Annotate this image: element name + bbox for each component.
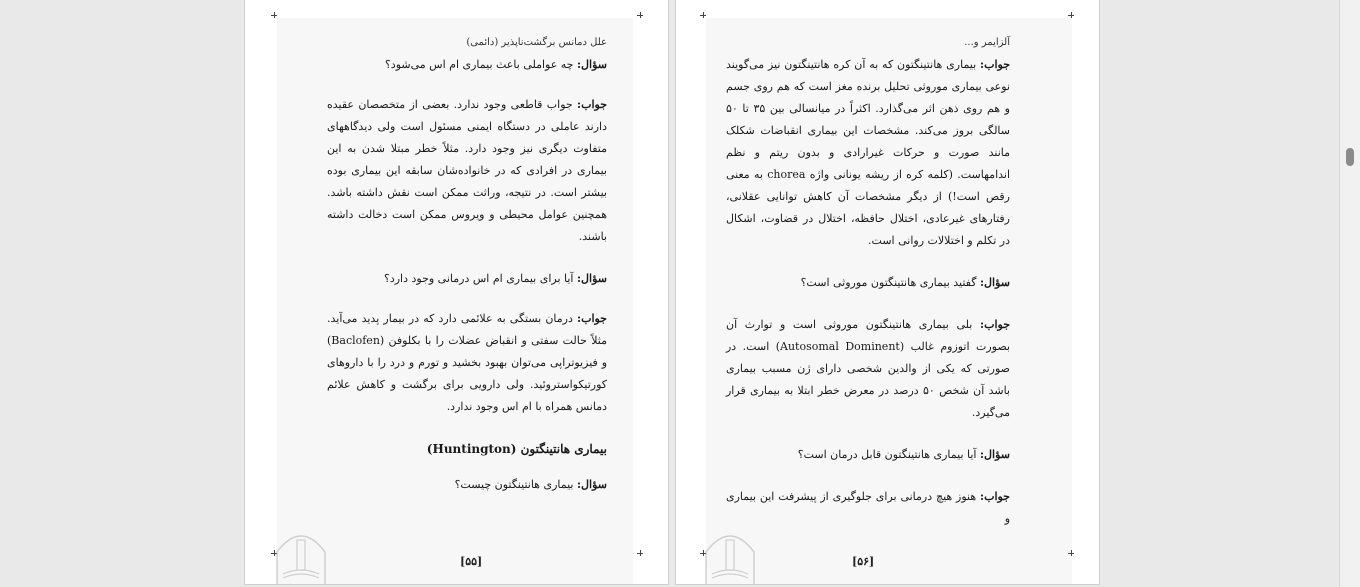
page-number: [۵۵]: [460, 555, 483, 568]
answer-block: [726, 54, 1010, 252]
answer-block: [726, 486, 1010, 530]
question-label: سؤال:: [576, 58, 607, 71]
crop-mark: [703, 12, 704, 18]
vertical-scrollbar[interactable]: [1339, 0, 1360, 587]
question-text: آیا برای بیماری ام اس درمانی وجود دارد؟: [383, 272, 574, 285]
answer-text: بلی بیماری هانتینگتون موروثی است و توارث آن بصورت اتوزوم غالب (Autosomal Dominent) است. در صورتی که یکی از والدین شخصی دارای ژن مسبب بیماری باشد آن شخص ۵۰ درصد در معرض خطر ابتلا به بیماری قرار می‌گیرد.: [726, 318, 1010, 419]
answer-label: جواب:: [980, 318, 1011, 331]
running-head: علل دمانس برگشت‌ناپذیر (دائمی): [466, 37, 607, 48]
answer-label: جواب:: [980, 58, 1011, 71]
question-text: آیا بیماری هانتینگتون قابل درمان است؟: [797, 448, 977, 461]
question-text: بیماری هانتینگتون چیست؟: [454, 478, 574, 491]
publisher-logo-icon: [275, 518, 327, 584]
crop-mark: [640, 550, 641, 556]
question-block: [327, 474, 607, 496]
book-page-right: [675, 0, 1100, 585]
page-text: [327, 32, 607, 516]
answer-text: بیماری هانتینگتون که به آن کره هانتینگتون نیز می‌گویند نوعی بیماری موروثی تحلیل برنده مغز است که هم روی جسم و هم روی ذهن اثر می‌گذارد. اکثراً در میانسالی بین ۳۵ تا ۵۰ سالگی بروز می‌کند. مشخصات این بیماری انقباضات شکلک مانند صورت و حرکات غیرارادی و بدون ریتم و نظم اندامهاست. (کلمه کره از ریشه یونانی واژه chorea به معنی رقص است!) از دیگر مشخصات آن کاهش توانایی عقلانی، رفتارهای غیرعادی، اختلال حافظه، اختلال در قضاوت، اشکال در تکلم و اختلالات روانی است.: [726, 58, 1011, 247]
running-head: آلزایمر و...: [964, 37, 1010, 48]
crop-mark: [274, 12, 275, 18]
answer-label: جواب:: [577, 312, 607, 325]
question-text: چه عواملی باعث بیماری ام اس می‌شود؟: [384, 58, 574, 71]
question-block: [726, 444, 1010, 466]
question-block: [327, 268, 607, 290]
question-label: سؤال:: [576, 272, 607, 285]
answer-block: [327, 94, 607, 248]
question-block: [327, 54, 607, 76]
question-label: سؤال:: [576, 478, 607, 491]
question-text: گفتید بیماری هانتینگتون موروثی است؟: [800, 276, 977, 289]
question-label: سؤال:: [979, 276, 1010, 289]
crop-mark: [1071, 550, 1072, 556]
scrollbar-thumb[interactable]: [1346, 148, 1354, 166]
answer-text: درمان بستگی به علائمی دارد که در بیمار پدید می‌آید. مثلاً حالت سفتی و انقباض عضلات را با بکلوفن (Baclofen) و فیزیوتراپی می‌توان بهبود بخشید و تورم و درد را با داروهای کورتیکواستروئید. ولی دارویی برای برگشت و کاهش علائم دمانس همراه با ام اس وجود ندارد.: [327, 312, 607, 413]
answer-text: هنوز هیچ درمانی برای جلوگیری از پیشرفت این بیماری و: [726, 490, 1010, 525]
answer-block: [327, 308, 607, 418]
crop-mark: [1071, 12, 1072, 18]
publisher-logo-icon: [704, 518, 756, 584]
answer-text: جواب قاطعی وجود ندارد. بعضی از متخصصان عقیده دارند عاملی در دستگاه ایمنی مسئول است ولی دیدگاههای متفاوت دیگری نیز وجود دارد. مثلاً خطر مبتلا شدن به این بیماری در افرادی که در خانواده‌شان سابقه این بیماری بوده بیشتر است. در نتیجه، وراثت ممکن است نقش داشته باشد. همچنین عوامل محیطی و ویروس ممکن است دخالت داشته باشند.: [327, 98, 607, 243]
page-text: [726, 32, 1010, 550]
book-page-left: [244, 0, 669, 585]
section-heading: بیماری هانتینگتون (Huntington): [426, 442, 607, 456]
answer-label: جواب:: [980, 490, 1010, 503]
answer-block: [726, 314, 1010, 424]
question-block: [726, 272, 1010, 294]
question-label: سؤال:: [979, 448, 1010, 461]
page-number: [۵۶]: [852, 555, 875, 568]
answer-label: جواب:: [577, 98, 608, 111]
crop-mark: [640, 12, 641, 18]
